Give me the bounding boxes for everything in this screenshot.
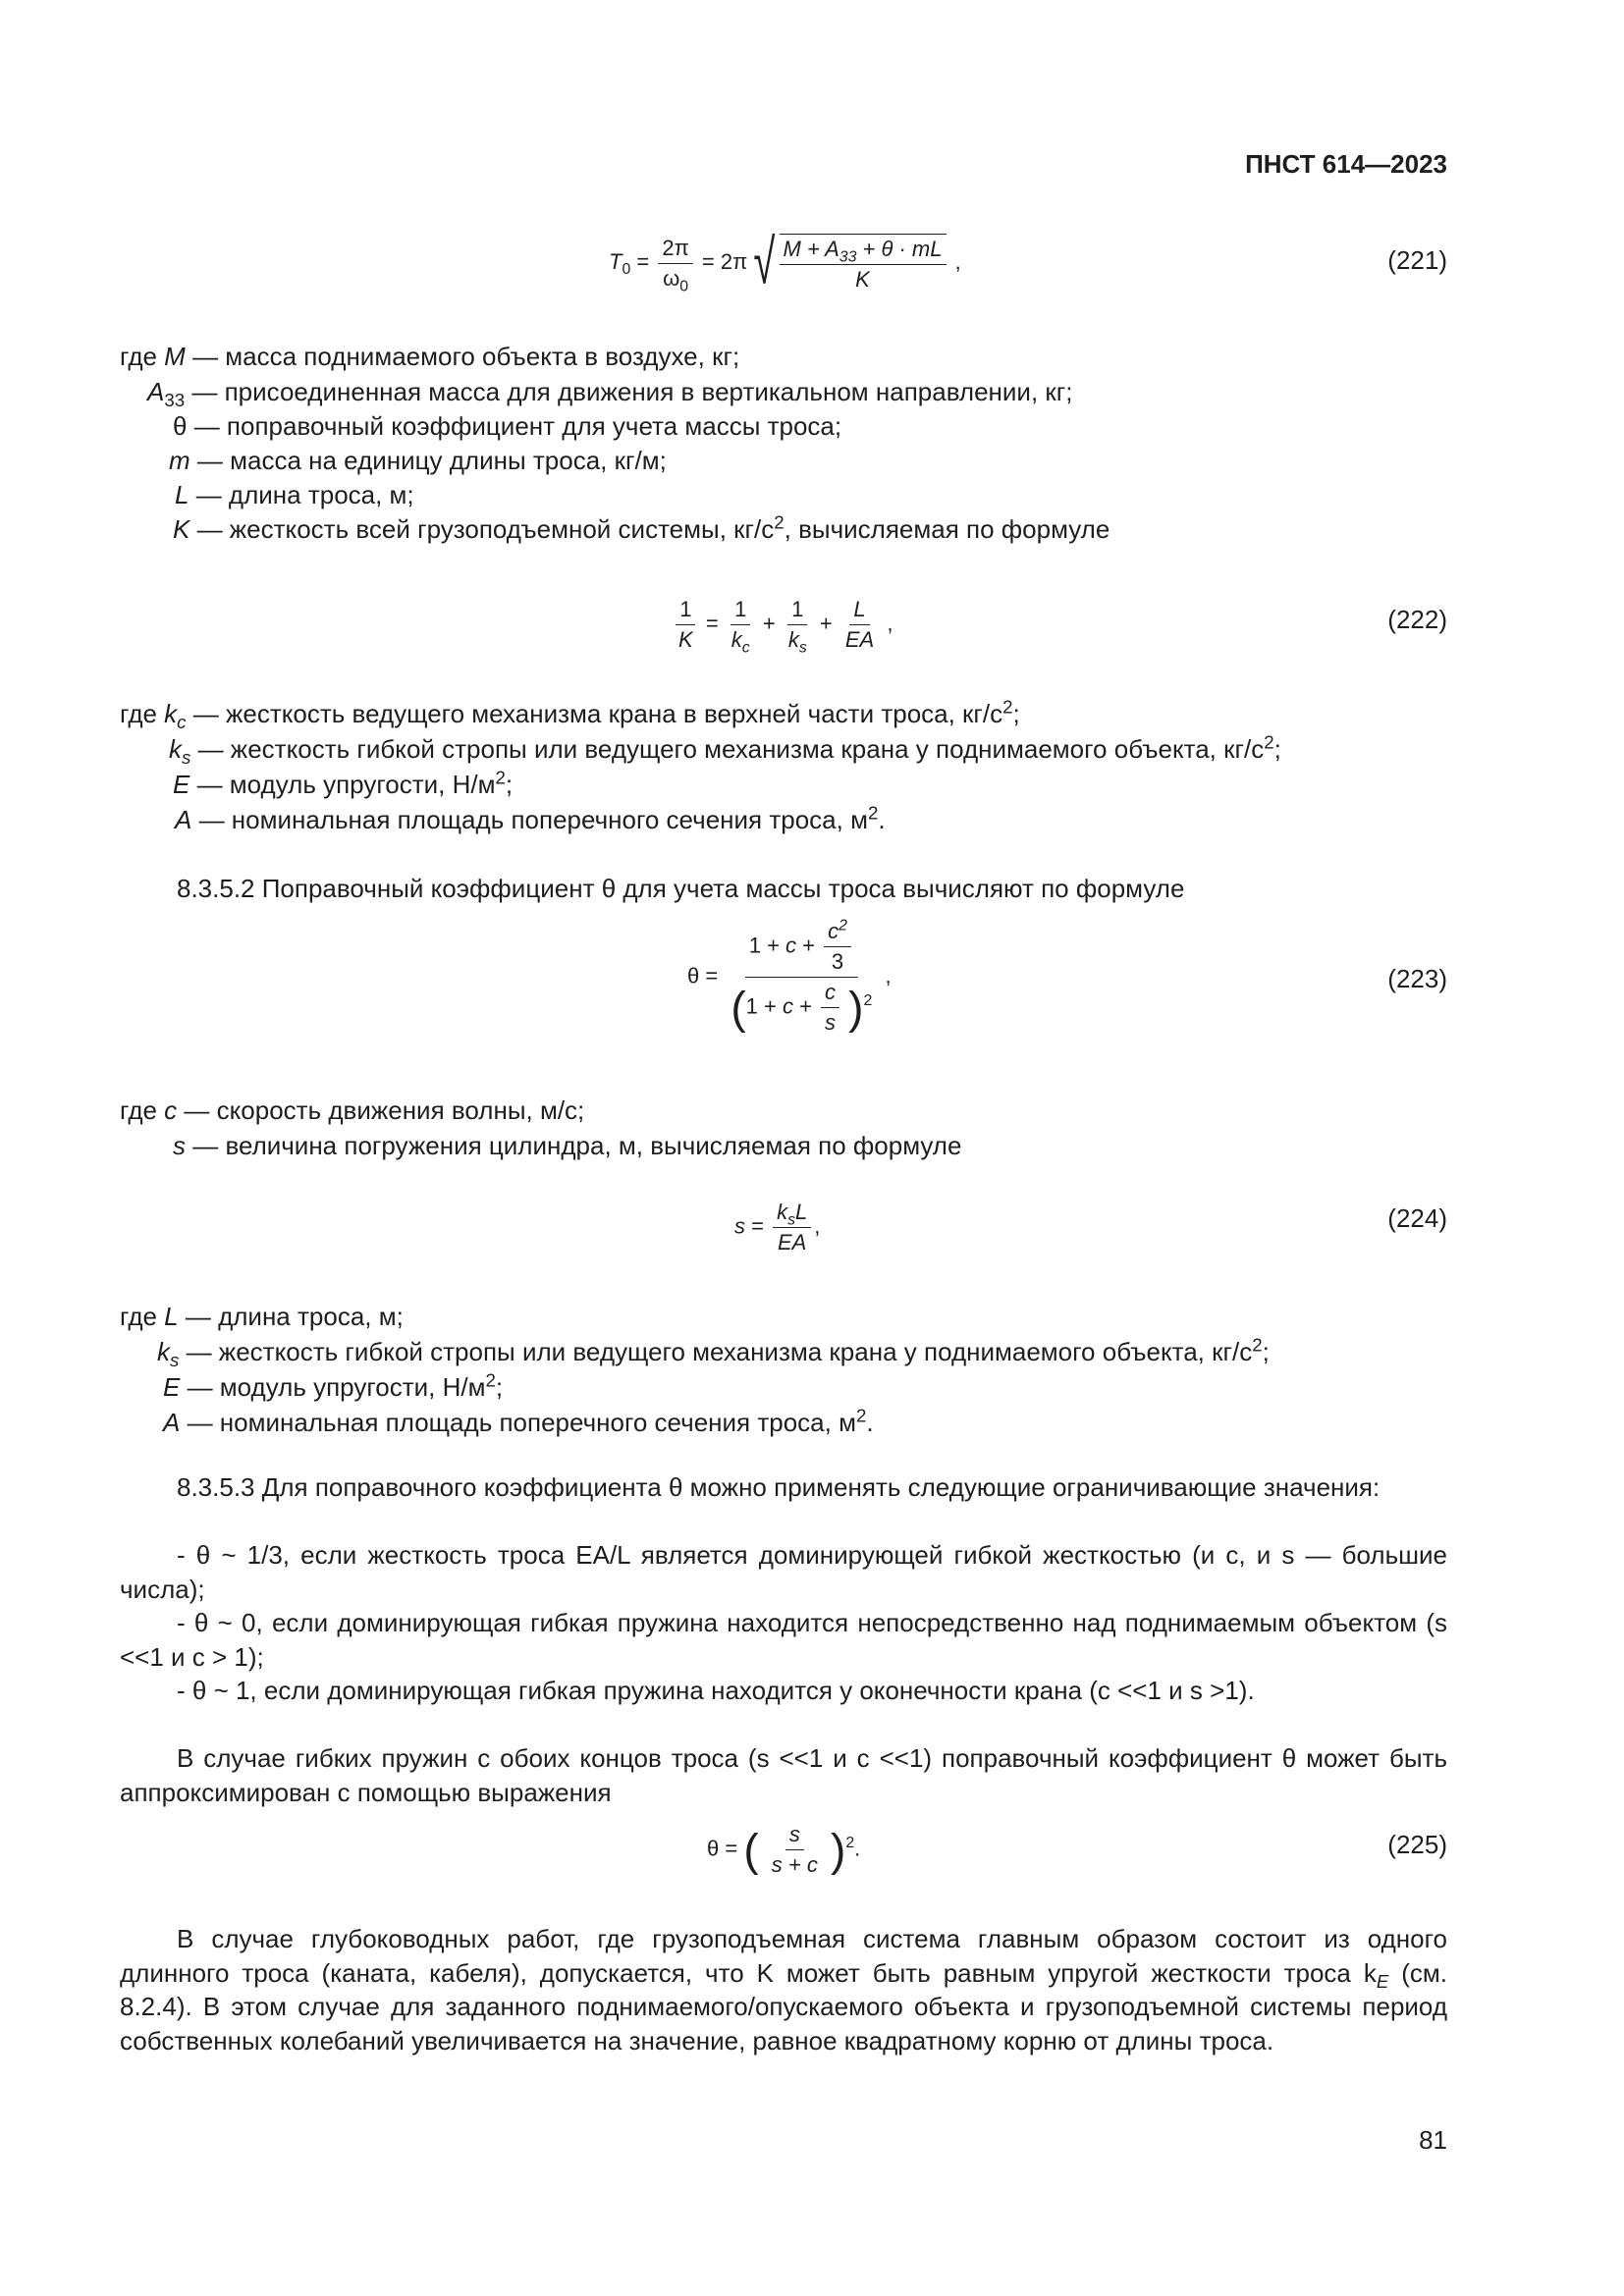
eq222-n4: L: [849, 597, 869, 625]
eq223-num-frac-den: 3: [831, 949, 844, 974]
eq222-d3-sub: s: [798, 639, 807, 657]
paragraph-8-3-5-2: 8.3.5.2 Поправочный коэффициент θ для учета массы троса вычисляют по формуле: [177, 874, 1185, 903]
eq221-rad-num-sub: 33: [839, 248, 857, 266]
eq225-lhs: θ: [707, 1836, 720, 1861]
eq224-num-sub: s: [787, 1211, 795, 1229]
eq221-rad-num: M + A: [783, 237, 839, 261]
eq223-num-a: 1 +: [748, 933, 786, 958]
final-para-text: В случае глубоководных работ, где грузоподъемная система главным образом состоит из одного длинного троса (каната, кабеля), допускается, что K может быть равным упругой жесткости троса k: [120, 1924, 1447, 1988]
equation-222: $\frac{1}{K}$ = $\frac{1}{k_c}$ + $\frac{1}{k_s}$ + $\frac{L}{EA}$ ,: [672, 597, 893, 653]
eq223-num-c: c: [785, 933, 797, 958]
p8353-intro-text: 8.3.5.3 Для поправочного коэффициента θ можно применять следующие ограничивающие значения:: [177, 1472, 1380, 1502]
def-row: s — величина погружения цилиндра, м, вычисляемая по формуле: [173, 1131, 962, 1160]
eq221-lhs: T: [609, 248, 623, 274]
def-row: K — жесткость всей грузоподъемной системы, $кг/с^2$, вычисляемая по формуле: [173, 511, 1110, 544]
eq221-frac: [658, 236, 692, 292]
p8353-item3-text: - θ ~ 1, если доминирующая гибкая пружина находится у оконечности крана (c <<1 и s >1).: [177, 1676, 1255, 1705]
p8353-item1-text: - θ ~ 1/3, если жесткость троса EA/L является доминирующей гибкой жесткостью (и c, и s — большие числа);: [120, 1540, 1447, 1604]
def-row: где c — скорость движения волны, м/с;: [120, 1095, 585, 1125]
eq224-den: EA: [777, 1230, 807, 1255]
eq222-n3: 1: [787, 597, 807, 625]
eq223-den-frac-den: s: [825, 1010, 837, 1035]
def-row: E — модуль упругости, $Н/м^2$;: [163, 1369, 504, 1402]
eq224-num-rest: L: [795, 1200, 808, 1224]
eq223-den-sup: 2: [863, 991, 873, 1009]
def-row: где $k_c$ — жесткость ведущего механизма крана в верхней части троса, $кг/с^2$;: [120, 696, 1020, 733]
equation-221: $T_0$ = $\frac{2\pi}{\omega_0}$ = 2π √ $\frac{M + A_{33} + \theta \cdot mL}{K}$ ,: [609, 228, 961, 297]
page-number: 81: [1419, 2125, 1447, 2155]
eq223-lhs: θ: [687, 963, 700, 988]
eq221-frac-den-sub: 0: [679, 277, 689, 294]
equation-number-225: (225): [1387, 1830, 1447, 1859]
def-row: E — модуль упругости, $Н/м^2$;: [173, 767, 514, 799]
eq223-main-frac: 1 + c + $\frac{c^2}{3}$ (1 + c + $\frac{c}{s}$ )$^2$: [731, 917, 873, 1035]
eq222-n2: 1: [731, 597, 750, 625]
document-code-header: ПНСТ 614—2023: [1245, 149, 1447, 179]
def-row: $A_{33}$ — присоединенная масса для движения в вертикальном направлении, кг;: [147, 377, 1073, 411]
equation-number-221: (221): [1387, 245, 1447, 275]
list-item-2: [120, 1606, 1447, 1674]
eq223-den-frac-num: c: [821, 980, 839, 1008]
p8353-item2-text: - θ ~ 0, если доминирующая гибкая пружина находится непосредственно над поднимаемым объектом (s <<1 и c > 1);: [120, 1608, 1447, 1672]
equation-225: θ = ( $\frac{s}{s + c}$ )$^2$.: [707, 1822, 861, 1877]
def-row: $k_s$ — жесткость гибкой стропы или ведущего механизма крана у поднимаемого объекта, $кг/с^2$;: [169, 731, 1281, 769]
eq225-den: s + c: [771, 1852, 818, 1877]
def-row: θ — поправочный коэффициент для учета массы троса;: [173, 411, 842, 441]
eq221-rad-num-rest: + θ · mL: [856, 237, 943, 261]
eq222-d4: EA: [844, 627, 875, 652]
eq222-d3: k: [787, 627, 799, 652]
eq222-n1: 1: [676, 597, 695, 625]
eq223-num-frac-num: c: [828, 919, 839, 943]
def-row: где L — длина троса, м;: [120, 1302, 404, 1331]
eq223-num-frac-sup: 2: [839, 917, 847, 934]
equation-number-224: (224): [1387, 1203, 1447, 1233]
eq223-den-b: +: [792, 993, 819, 1019]
eq221-coef: 2π: [720, 248, 748, 274]
paragraph-approximation: [120, 1741, 1447, 1809]
paragraph-deepwater: [120, 1922, 1447, 2057]
def-row: $k_s$ — жесткость гибкой стропы или ведущего механизма крана у поднимаемого объекта, $кг/с^2$;: [157, 1334, 1270, 1371]
def-row: где M — масса поднимаемого объекта в воздухе, кг;: [120, 342, 740, 371]
def-row: A — номинальная площадь поперечного сечения троса, $м^2$.: [163, 1405, 874, 1437]
paragraph-8-3-5-3-intro: [120, 1470, 1447, 1505]
eq221-rad-den: K: [855, 267, 870, 292]
p8353-tail-text: В случае гибких пружин с обоих концов троса (s <<1 и c <<1) поправочный коэффициент θ может быть аппроксимирован с помощью выражения: [120, 1743, 1447, 1807]
equation-223: θ = 1 + c + $\frac{c^2}{3}$ (1 + c + $\frac{c}{s}$ )$^2$ ,: [687, 917, 892, 1035]
eq224-lhs: s: [734, 1213, 745, 1239]
eq221-lhs-sub: 0: [622, 261, 631, 279]
def-row: m — масса на единицу длины троса, кг/м;: [169, 446, 667, 475]
eq221-radicand: [780, 234, 947, 293]
eq224-num: k: [777, 1200, 788, 1224]
eq223-num-b: +: [796, 933, 822, 958]
eq223-den-c: c: [782, 993, 793, 1019]
equation-224: s = $\frac{k_sL}{EA}$ ,: [734, 1200, 821, 1255]
eq222-d2: k: [731, 627, 742, 652]
eq225-sup: 2: [845, 1834, 855, 1851]
equation-number-223: (223): [1387, 964, 1447, 993]
eq221-frac-num: 2π: [658, 236, 692, 264]
list-item-3: [120, 1674, 1447, 1708]
list-item-1: [120, 1538, 1447, 1606]
eq221-frac-den: ω: [663, 265, 680, 291]
eq223-den-a: 1 +: [745, 993, 783, 1019]
def-row: A — номинальная площадь поперечного сечения троса, $м^2$.: [175, 802, 886, 834]
eq225-num: s: [785, 1822, 804, 1850]
final-para-sub: E: [1376, 1970, 1389, 1992]
eq222-d1: K: [678, 627, 693, 652]
equation-number-222: (222): [1387, 605, 1447, 634]
def-row: L — длина троса, м;: [175, 480, 414, 509]
final-para-rest: (см. 8.2.4). В этом случае для заданного поднимаемого/опускаемого объекта и грузоподъемной системы период собственных колебаний увеличивается на значение, равное квадратному корню от длины троса.: [120, 1957, 1447, 2056]
eq222-d2-sub: c: [741, 639, 750, 657]
